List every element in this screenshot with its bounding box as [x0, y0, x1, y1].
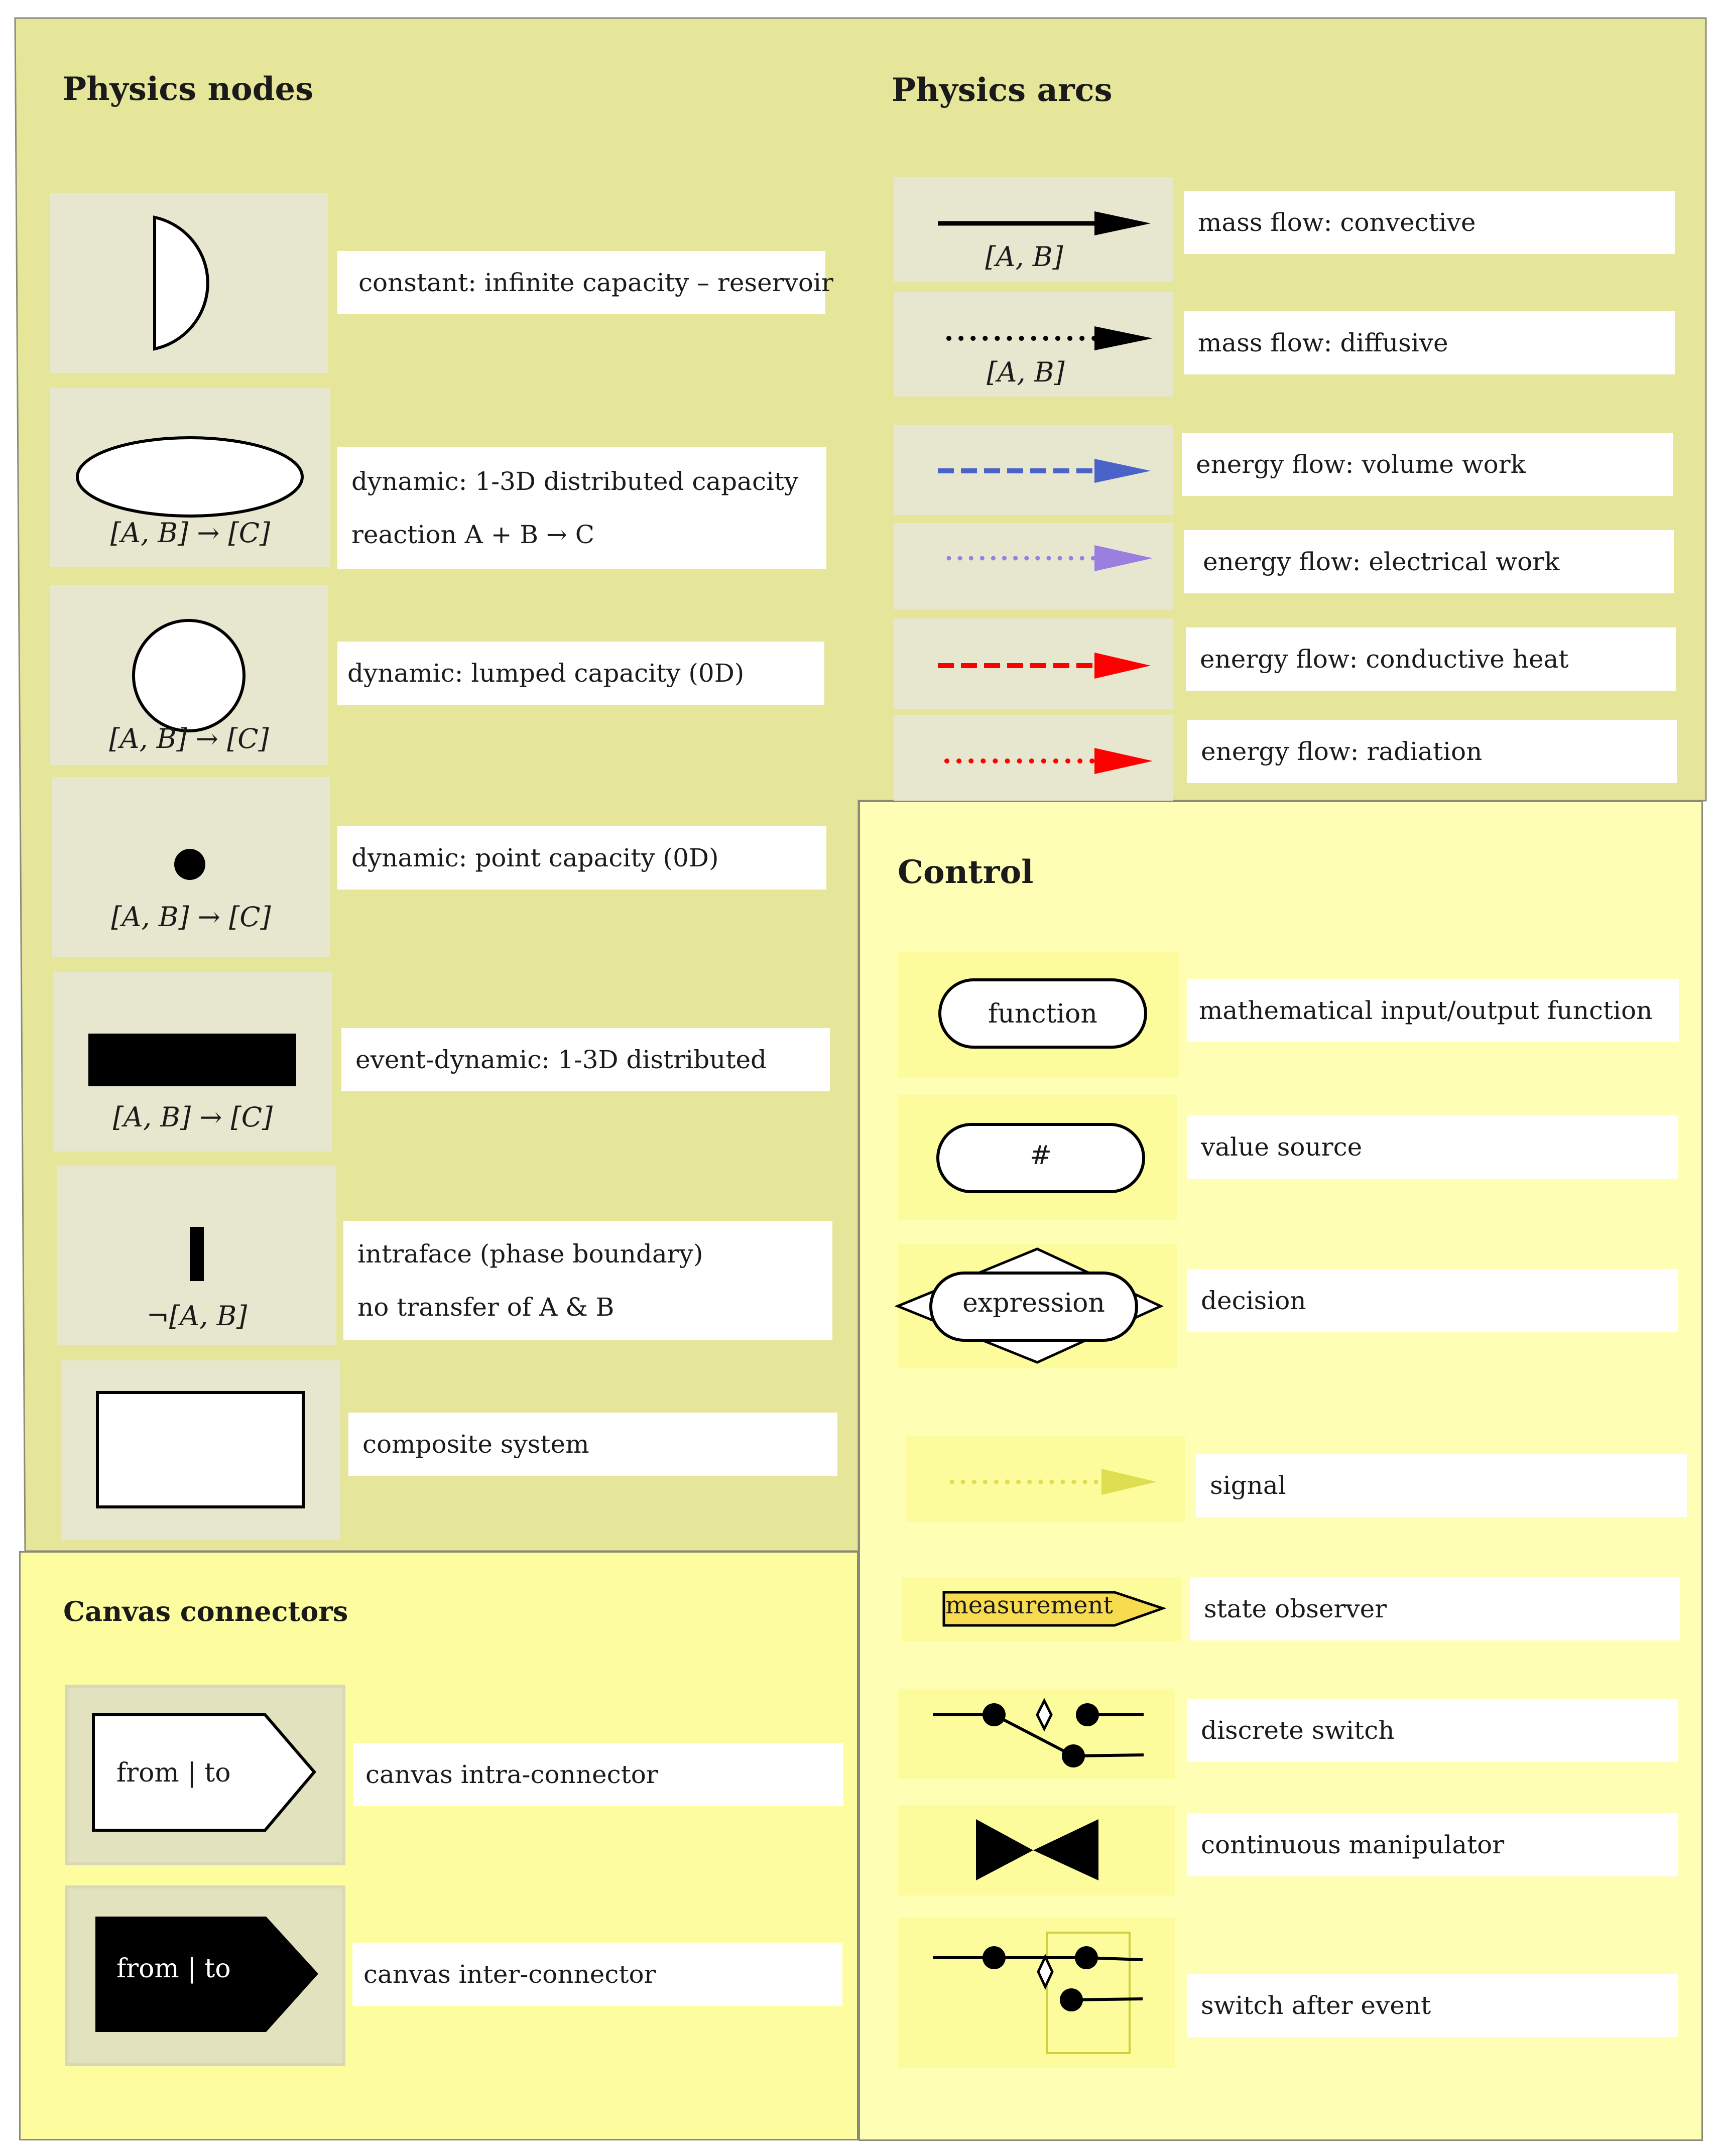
lumped-reaction-label: [A, B] → [C] [109, 723, 269, 754]
value-source-desc: value source [1187, 1115, 1678, 1179]
switch-event-desc: switch after event [1187, 1974, 1678, 2037]
switch-after-event-icon [898, 1918, 1175, 2068]
distributed-desc [337, 447, 826, 569]
manipulator-desc: continuous manipulator [1187, 1813, 1678, 1876]
value-source-symbol-label: # [1030, 1140, 1052, 1171]
discrete-switch-icon [898, 1689, 1175, 1779]
convective-species-label: [A, B] [985, 241, 1063, 273]
convective-desc: mass flow: convective [1184, 191, 1675, 254]
decision-symbol-label: expression [962, 1288, 1105, 1318]
composite-system-icon [61, 1360, 340, 1540]
diffusive-desc: mass flow: diffusive [1184, 311, 1675, 374]
lumped-desc: dynamic: lumped capacity (0D) [337, 642, 824, 705]
inter-connector-symbol-label: from | to [116, 1954, 231, 1984]
reservoir-icon [50, 193, 328, 373]
radiation-arrow-icon [894, 715, 1173, 803]
electrical-work-arrow-icon [894, 523, 1173, 609]
electrical-work-desc: energy flow: electrical work [1184, 530, 1674, 593]
intra-connector-desc: canvas intra-connector [353, 1743, 843, 1806]
event-dynamic-reaction-label: [A, B] → [C] [112, 1101, 273, 1133]
continuous-manipulator-icon [898, 1805, 1175, 1895]
decision-desc: decision [1187, 1269, 1678, 1332]
function-desc: mathematical input/output function [1187, 979, 1679, 1042]
measurement-symbol-label: measurement [945, 1591, 1113, 1619]
conductive-heat-arrow-icon [894, 618, 1173, 709]
radiation-desc: energy flow: radiation [1187, 720, 1677, 783]
conductive-heat-desc: energy flow: conductive heat [1186, 627, 1676, 691]
intra-connector-symbol-label: from | to [116, 1758, 231, 1788]
point-reaction-label: [A, B] → [C] [111, 901, 271, 933]
distributed-desc-line1: dynamic: 1-3D distributed capacity [351, 466, 799, 496]
intraface-desc [343, 1221, 832, 1340]
diffusive-species-label: [A, B] [987, 356, 1065, 388]
composite-desc: composite system [348, 1413, 837, 1476]
point-desc: dynamic: point capacity (0D) [337, 826, 826, 890]
event-dynamic-desc: event-dynamic: 1-3D distributed [341, 1028, 830, 1091]
function-symbol-label: function [988, 999, 1097, 1029]
signal-desc: signal [1196, 1454, 1687, 1517]
distributed-desc-line2: reaction A + B → C [351, 520, 595, 549]
control-title: Control [898, 853, 1034, 891]
intraface-desc-line1: intraface (phase boundary) [357, 1239, 703, 1269]
discrete-switch-desc: discrete switch [1187, 1699, 1678, 1762]
volume-work-desc: energy flow: volume work [1182, 433, 1673, 496]
reservoir-desc: constant: infinite capacity – reservoir [337, 251, 825, 314]
canvas-connectors-title: Canvas connectors [63, 1595, 348, 1627]
physics-arcs-title: Physics arcs [892, 71, 1113, 109]
intraface-desc-line2: no transfer of A & B [357, 1293, 615, 1322]
physics-nodes-title: Physics nodes [62, 70, 314, 108]
observer-desc: state observer [1190, 1577, 1680, 1640]
signal-arrow-icon [906, 1436, 1185, 1522]
distributed-reaction-label: [A, B] → [C] [110, 517, 271, 549]
intraface-label: ¬[A, B] [146, 1300, 248, 1332]
inter-connector-desc: canvas inter-connector [352, 1943, 842, 2006]
volume-work-arrow-icon [894, 425, 1173, 515]
